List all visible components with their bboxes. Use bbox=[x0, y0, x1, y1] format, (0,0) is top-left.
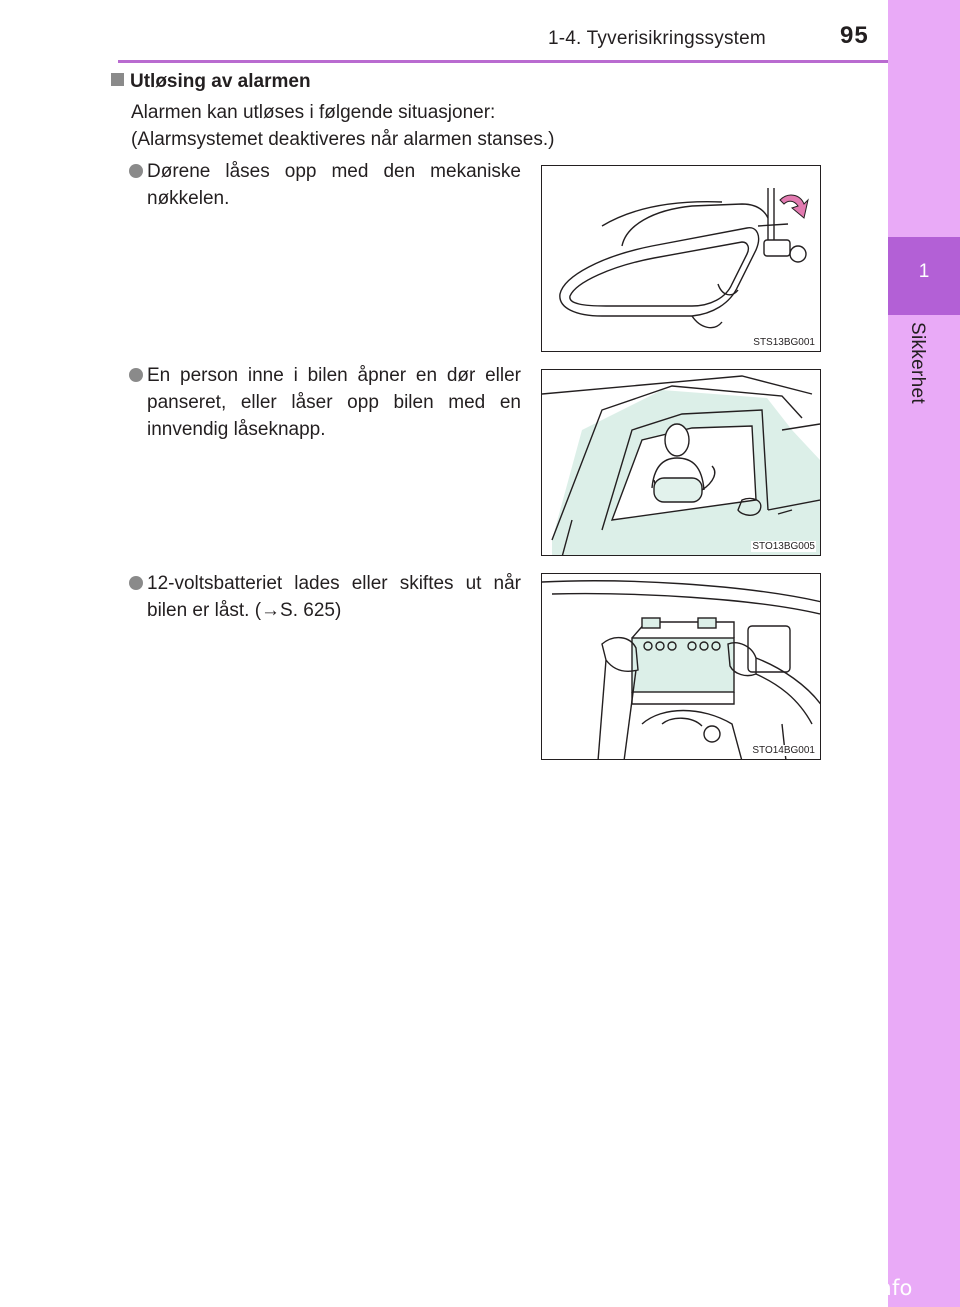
chapter-number: 1 bbox=[918, 261, 930, 282]
intro-line-1: Alarmen kan utløses i følgende situasjoner: bbox=[131, 102, 496, 123]
figure-door-key bbox=[541, 165, 821, 352]
list-item-text: Dørene låses opp med den mekaniske nøkkelen. bbox=[147, 161, 521, 209]
figure-code: STO14BG001 bbox=[752, 745, 815, 756]
square-bullet-icon bbox=[111, 73, 124, 86]
circle-bullet-icon bbox=[129, 576, 143, 590]
chapter-tab bbox=[888, 237, 960, 315]
intro-line-2: (Alarmsystemet deaktiveres når alarmen stanses.) bbox=[131, 129, 555, 150]
figure-code: STO13BG005 bbox=[752, 541, 815, 552]
battery-in-engine-bay-illustration bbox=[542, 574, 821, 760]
chapter-side-strip bbox=[888, 0, 960, 1307]
figure-battery-replacement bbox=[541, 573, 821, 760]
door-handle-key-illustration bbox=[542, 166, 821, 352]
circle-bullet-icon bbox=[129, 368, 143, 382]
watermark: carmanualsonline.info bbox=[676, 1276, 913, 1300]
list-item-text: En person inne i bilen åpner en dør eller panseret, eller låser opp bilen med en innvendig låseknapp. bbox=[147, 365, 521, 440]
list-item bbox=[129, 158, 521, 212]
page-number: 95 bbox=[840, 22, 869, 49]
person-in-car-illustration bbox=[542, 370, 821, 556]
section-heading-text: Utløsing av alarmen bbox=[130, 71, 311, 92]
figure-code: STS13BG001 bbox=[753, 337, 815, 348]
figure-person-opening-door bbox=[541, 369, 821, 556]
section-intro bbox=[131, 99, 554, 153]
list-item bbox=[129, 362, 521, 443]
running-header-title: 1-4. Tyverisikringssystem bbox=[548, 28, 766, 49]
circle-bullet-icon bbox=[129, 164, 143, 178]
chapter-label: Sikkerhet bbox=[907, 322, 928, 404]
list-item bbox=[129, 570, 521, 624]
list-item-text: 12-voltsbatteriet lades eller skiftes ut når bilen er låst. (→S. 625) bbox=[147, 573, 521, 621]
header-rule bbox=[118, 60, 888, 63]
section-heading bbox=[111, 71, 311, 93]
